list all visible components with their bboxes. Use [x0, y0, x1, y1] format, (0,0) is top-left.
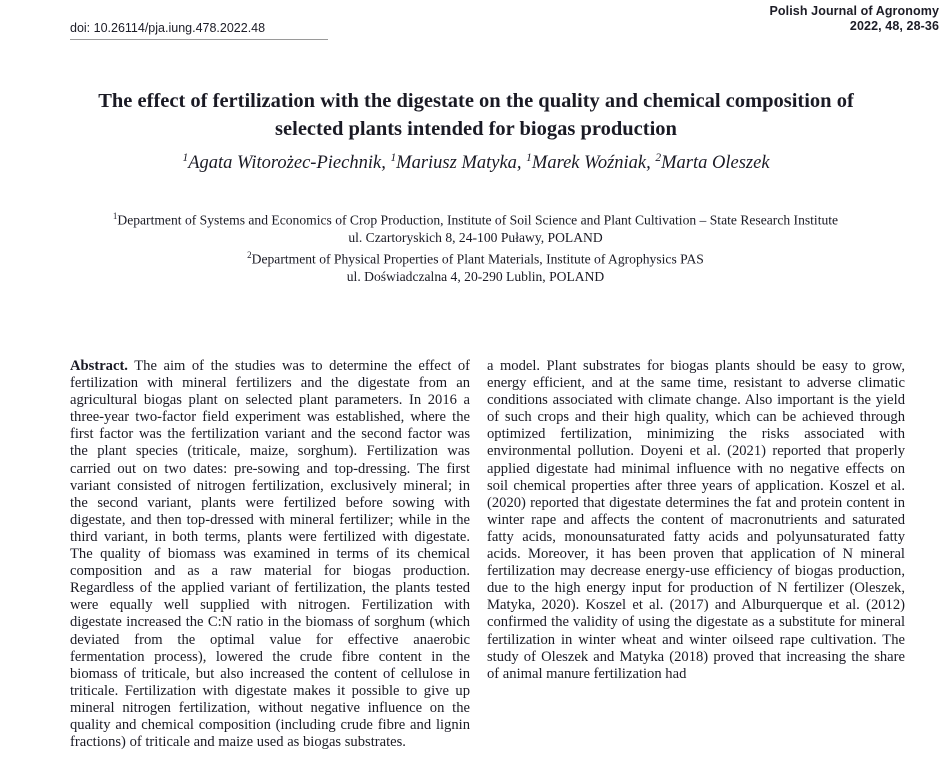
author-affiliation-marker: 1	[526, 152, 532, 164]
affiliation-1-line-1	[40, 208, 911, 229]
affiliation-1-line-2: ul. Czartoryskich 8, 24-100 Puławy, POLAND	[348, 230, 603, 246]
abstract-paragraph	[70, 358, 470, 751]
author-affiliation-marker: 2	[655, 152, 662, 164]
column-right	[487, 358, 905, 784]
affiliation-2-line-1	[40, 247, 911, 268]
affiliation-2-line-2: ul. Doświadczalna 4, 20-290 Lublin, POLAND	[346, 268, 605, 284]
doi-text[interactable]: doi: 10.26114/pja.iung.478.2022.48	[70, 21, 266, 35]
affiliation-list	[40, 208, 911, 285]
affiliation-marker: 1	[112, 211, 118, 221]
body-columns	[70, 358, 905, 784]
page-header	[0, 0, 951, 60]
author-entry	[526, 153, 646, 173]
author-name: Marta Oleszek	[661, 153, 770, 174]
doi-rule	[70, 39, 328, 40]
author-name: Agata Witorożec-Piechnik	[188, 153, 382, 174]
abstract-label: Abstract.	[70, 358, 128, 374]
journal-name: Polish Journal of Agronomy	[769, 4, 939, 18]
journal-issue: 2022, 48, 28-36	[849, 19, 939, 33]
affiliation-marker: 2	[247, 249, 252, 260]
abstract-text: The aim of the studies was to determine the effect of fertilization with mineral fertilizers and the digestate from an agricultural biogas plant on selected plant parameters. In 2016 a three-year two-factor field experiment was established, where the first factor was the fertilization variant and the second factor was the plant species (triticale, maize, sorghum). Fertilization was carried out on two dates: pre-sowing and top-dressing. The first variant consisted of nitrogen fertilization, exclusively mineral; in the second variant, plants were fertilized before sowing with digestate, and then top-dressed with mineral fertilizer; while in the third variant, in both terms, plants were fertilized with digestate. The quality of biomass was examined in terms of its chemical composition and as a raw material for biogas production. Regardless of the applied variant of fertilization, the plants tested were equally well supplied with nitrogen. Fertilization with digestate increased the C:N ratio in the biomass of sorghum (which deviated from the optimal value for effective anaerobic fermentation process), lowered the crude fibre content in the biomass of triticale, but also increased the content of cellulose in triticale. Fertilization with digestate makes it possible to give up mineral nitrogen fertilization, without negative influence on the quality and chemical composition (including crude fibre and lignin fractions) of triticale and maize used as biogas substrates.	[70, 358, 470, 751]
author-name: Mariusz Matyka	[396, 153, 517, 174]
column-left	[70, 358, 470, 784]
affiliation-institution: Department of Systems and Economics of Crop Production, Institute of Soil Science and Plant Cultivation – State Research Institute	[117, 212, 839, 228]
author-entry	[655, 153, 769, 173]
author-name: Marek Woźniak	[531, 153, 647, 174]
doi-block	[70, 20, 328, 40]
journal-citation	[769, 4, 939, 34]
page-title: The effect of fertilization with the digestate on the quality and chemical composition of selected plants intended for biogas production	[98, 89, 854, 140]
author-entry	[390, 153, 516, 173]
affiliation-institution: Department of Physical Properties of Plant Materials, Institute of Agrophysics PAS	[251, 251, 704, 267]
author-entry	[182, 153, 381, 173]
author-affiliation-marker: 1	[182, 152, 189, 164]
author-affiliation-marker: 1	[390, 152, 397, 164]
intro-paragraph: a model. Plant substrates for biogas plants should be easy to grow, energy efficient, and at the same time, resistant to adverse climatic conditions associated with climate change. Also important is the yield of such crops and their high quality, which can be achieved through optimized fertilization, minimizing the risks associated with environmental pollution. Doyeni et al. (2021) reported that properly applied digestate had minimal influence with no negative effects on soil chemical properties after three years of application. Koszel et al. (2020) reported that digestate determines the fat and protein content in winter rape and affects the content of macronutrients and saturated fatty acids, monounsaturated fatty acids and polyunsaturated fatty acids. Moreover, it has been proven that application of N mineral fertilization may decrease energy-use efficiency of biogas production, due to the high energy input for production of N fertilizer (Oleszek, Matyka, 2020). Koszel et al. (2017) and Alburquerque et al. (2012) confirmed the validity of using the digestate as a substitute for mineral fertilization in winter wheat and winter oilseed rape cultivation. The study of Oleszek and Matyka (2018) proved that increasing the share of animal manure fertilization had	[487, 358, 905, 682]
author-list: $^1$Agata Witorożec-Piechnik, $^1$Mariusz Matyka, $^1$Marek Woźniak, $^2$Marta Oleszek	[182, 152, 770, 174]
